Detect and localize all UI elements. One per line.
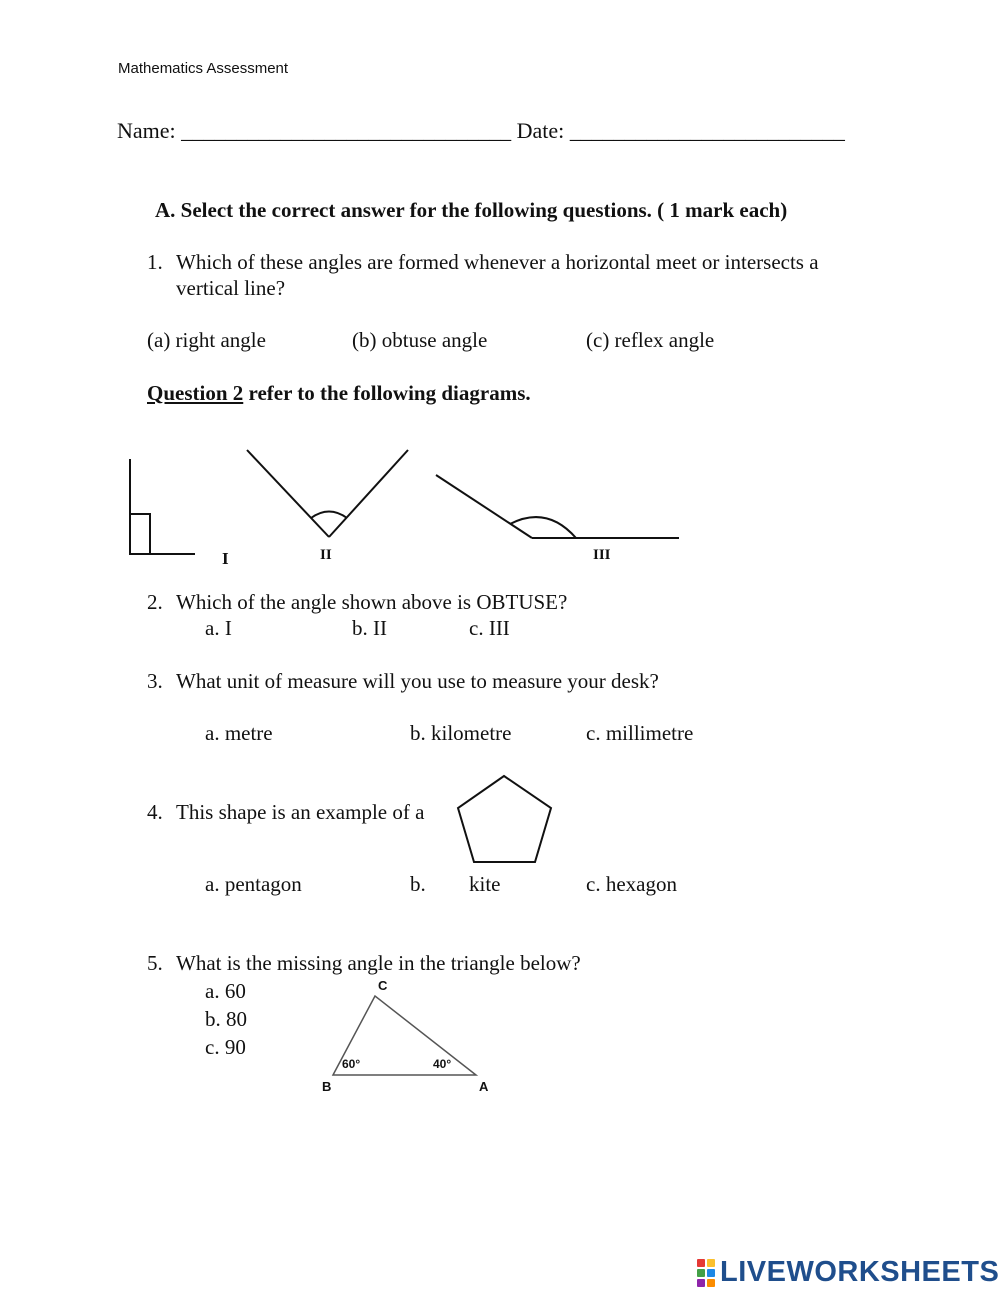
q4-number: 4. (147, 800, 163, 824)
q4-option-b-letter[interactable]: b. (410, 872, 426, 896)
q5-option-a[interactable]: a. 60 (205, 979, 246, 1003)
triangle-vertex-b: B (322, 1079, 332, 1094)
q4-option-b-text[interactable]: kite (469, 872, 501, 896)
q1-text-line2: vertical line? (176, 276, 286, 300)
q2-option-b[interactable]: b. II (352, 616, 387, 640)
q5-option-c[interactable]: c. 90 (205, 1035, 246, 1059)
triangle-angle-a: 40° (433, 1057, 452, 1071)
q5-option-b[interactable]: b. 80 (205, 1007, 247, 1031)
name-field[interactable]: ______________________________ (181, 118, 512, 143)
q1-option-c[interactable]: (c) reflex angle (586, 328, 715, 352)
q5-text: What is the missing angle in the triangle below? (176, 951, 581, 975)
q3-number: 3. (147, 669, 163, 693)
q2-text: Which of the angle shown above is OBTUSE? (176, 590, 568, 614)
q1-option-b[interactable]: (b) obtuse angle (352, 328, 488, 352)
q1-option-a[interactable]: (a) right angle (147, 328, 266, 352)
q2-number: 2. (147, 590, 163, 614)
date-field[interactable]: _________________________ (569, 118, 845, 143)
logo-blocks-icon (697, 1259, 715, 1287)
date-label: Date: (516, 118, 565, 143)
q2-option-c[interactable]: c. III (469, 616, 510, 640)
q1-text-line1: Which of these angles are formed whenever a horizontal meet or intersects a (176, 250, 819, 274)
triangle-vertex-c: C (378, 978, 388, 993)
diagram-label-i: I (222, 549, 229, 568)
q5-number: 5. (147, 951, 163, 975)
triangle-angle-b: 60° (342, 1057, 361, 1071)
q2-option-a[interactable]: a. I (205, 616, 232, 640)
q3-option-b[interactable]: b. kilometre (410, 721, 512, 745)
diagram-label-ii: II (320, 547, 332, 563)
diagram-label-iii: III (593, 547, 611, 563)
q3-option-a[interactable]: a. metre (205, 721, 273, 745)
name-label: Name: (117, 118, 176, 143)
q3-text: What unit of measure will you use to measure your desk? (176, 669, 659, 693)
q3-option-c[interactable]: c. millimetre (586, 721, 694, 745)
q2-intro-underlined: Question 2 (147, 381, 244, 405)
q4-option-a[interactable]: a. pentagon (205, 872, 302, 896)
liveworksheets-logo (697, 1256, 999, 1289)
q1-number: 1. (147, 250, 163, 274)
q4-text: This shape is an example of a (176, 800, 425, 824)
logo-text: LIVEWORKSHEETS (720, 1256, 1000, 1288)
q2-intro-rest: refer to the following diagrams. (243, 381, 531, 405)
section-heading: A. Select the correct answer for the following questions. ( 1 mark each) (155, 198, 788, 222)
q4-option-c[interactable]: c. hexagon (586, 872, 677, 896)
triangle-vertex-a: A (479, 1079, 489, 1094)
document-header: Mathematics Assessment (118, 60, 289, 77)
